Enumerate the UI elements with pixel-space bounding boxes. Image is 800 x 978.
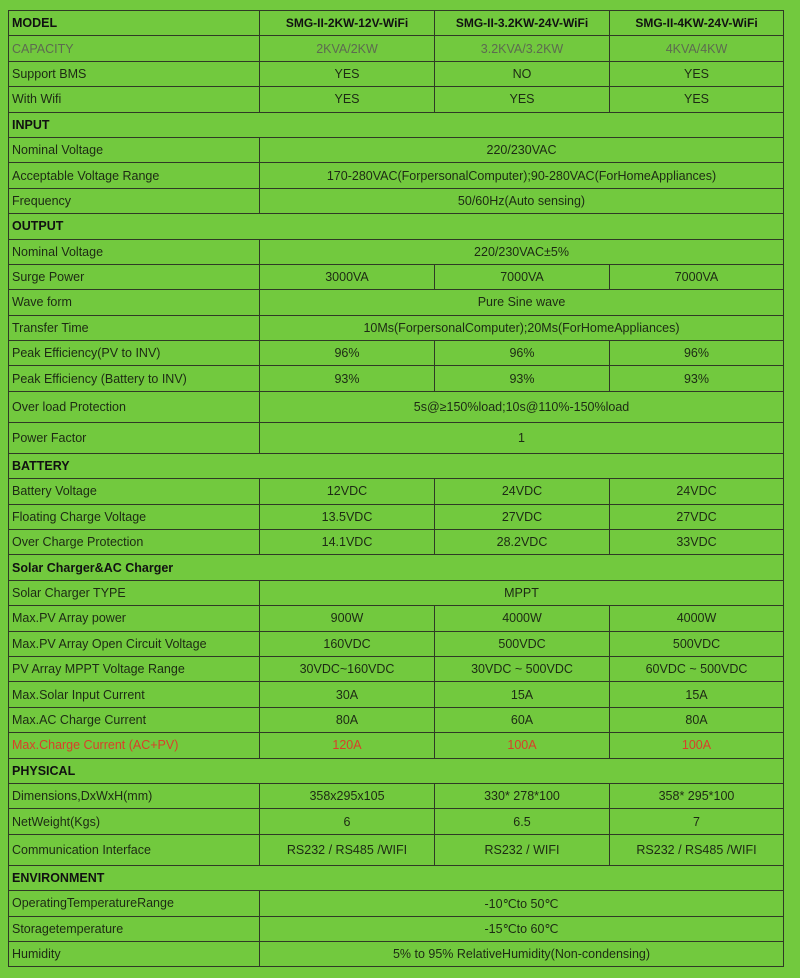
row-label: OperatingTemperatureRange: [9, 891, 260, 916]
table-row: [9, 341, 784, 366]
section-header: [9, 214, 784, 239]
cell-value: 30VDC~160VDC: [260, 656, 435, 681]
spec-table: [8, 10, 784, 967]
cell-value: 220/230VAC±5%: [260, 239, 784, 264]
section-title: Solar Charger&AC Charger: [9, 555, 784, 580]
table-row: [9, 315, 784, 340]
cell-value: 5% to 95% RelativeHumidity(Non-condensing): [260, 941, 784, 966]
cell-value: 13.5VDC: [260, 504, 435, 529]
cell-value: 60A: [435, 707, 610, 732]
cell-value: -15℃to 60℃: [260, 916, 784, 941]
row-label: Max.AC Charge Current: [9, 707, 260, 732]
model-3: SMG-II-4KW-24V-WiFi: [610, 11, 784, 36]
row-label: Power Factor: [9, 422, 260, 453]
row-label: Dimensions,DxWxH(mm): [9, 783, 260, 808]
row-label: Communication Interface: [9, 834, 260, 865]
row-label: Over Charge Protection: [9, 530, 260, 555]
cell-value: 4KVA/4KW: [610, 36, 784, 61]
table-row: [9, 783, 784, 808]
row-label: Floating Charge Voltage: [9, 504, 260, 529]
cell-value: 27VDC: [435, 504, 610, 529]
cell-value: 6.5: [435, 809, 610, 834]
cell-value: 60VDC ~ 500VDC: [610, 656, 784, 681]
cell-value: 500VDC: [610, 631, 784, 656]
cell-value: 2KVA/2KW: [260, 36, 435, 61]
table-row: [9, 809, 784, 834]
cell-value: 7000VA: [610, 264, 784, 289]
cell-value: 15A: [610, 682, 784, 707]
cell-value: 50/60Hz(Auto sensing): [260, 188, 784, 213]
row-label: Frequency: [9, 188, 260, 213]
row-label: Max.PV Array Open Circuit Voltage: [9, 631, 260, 656]
cell-value: 15A: [435, 682, 610, 707]
table-row: [9, 682, 784, 707]
cell-value: 900W: [260, 606, 435, 631]
table-row: [9, 239, 784, 264]
row-label: Transfer Time: [9, 315, 260, 340]
cell-value: 4000W: [435, 606, 610, 631]
model-1: SMG-II-2KW-12V-WiFi: [260, 11, 435, 36]
row-label: Wave form: [9, 290, 260, 315]
cell-value: YES: [610, 61, 784, 86]
cell-value: 24VDC: [435, 479, 610, 504]
cell-value: 93%: [610, 366, 784, 391]
table-row: [9, 61, 784, 86]
cell-value: 24VDC: [610, 479, 784, 504]
cell-value: 120A: [260, 733, 435, 758]
cell-value: 10Ms(ForpersonalComputer);20Ms(ForHomeAppliances): [260, 315, 784, 340]
row-label: Acceptable Voltage Range: [9, 163, 260, 188]
table-row: [9, 87, 784, 112]
cell-value: 12VDC: [260, 479, 435, 504]
cell-value: Pure Sine wave: [260, 290, 784, 315]
cell-value: 14.1VDC: [260, 530, 435, 555]
cell-value: 358x295x105: [260, 783, 435, 808]
cell-value: 93%: [260, 366, 435, 391]
cell-value: 93%: [435, 366, 610, 391]
cell-value: 6: [260, 809, 435, 834]
row-label: Solar Charger TYPE: [9, 580, 260, 605]
cell-value: MPPT: [260, 580, 784, 605]
section-title: PHYSICAL: [9, 758, 784, 783]
table-row: [9, 479, 784, 504]
table-row: [9, 504, 784, 529]
cell-value: NO: [435, 61, 610, 86]
row-label: Surge Power: [9, 264, 260, 289]
cell-value: -10℃to 50℃: [260, 891, 784, 916]
cell-value: 7: [610, 809, 784, 834]
cell-value: YES: [260, 61, 435, 86]
table-row: [9, 366, 784, 391]
cell-value: 80A: [610, 707, 784, 732]
table-row: [9, 11, 784, 36]
cell-value: 80A: [260, 707, 435, 732]
cell-value: 30VDC ~ 500VDC: [435, 656, 610, 681]
row-label: Over load Protection: [9, 391, 260, 422]
cell-value: 3.2KVA/3.2KW: [435, 36, 610, 61]
cell-value: 30A: [260, 682, 435, 707]
row-label: With Wifi: [9, 87, 260, 112]
row-label: NetWeight(Kgs): [9, 809, 260, 834]
row-label: Nominal Voltage: [9, 137, 260, 162]
row-label: Max.PV Array power: [9, 606, 260, 631]
table-row: [9, 163, 784, 188]
section-title: INPUT: [9, 112, 784, 137]
cell-value: 330* 278*100: [435, 783, 610, 808]
section-title: ENVIRONMENT: [9, 865, 784, 890]
cell-value: 96%: [435, 341, 610, 366]
section-header: [9, 758, 784, 783]
table-row: [9, 834, 784, 865]
section-header: [9, 112, 784, 137]
cell-value: RS232 / RS485 /WIFI: [260, 834, 435, 865]
cell-value: 96%: [260, 341, 435, 366]
table-row: [9, 422, 784, 453]
cell-value: 170-280VAC(ForpersonalComputer);90-280VAC(ForHomeAppliances): [260, 163, 784, 188]
cell-value: RS232 / WIFI: [435, 834, 610, 865]
cell-value: 100A: [610, 733, 784, 758]
table-row: [9, 916, 784, 941]
table-row: [9, 264, 784, 289]
cell-value: 1: [260, 422, 784, 453]
table-row: [9, 891, 784, 916]
row-label: CAPACITY: [9, 36, 260, 61]
cell-value: 500VDC: [435, 631, 610, 656]
cell-value: 220/230VAC: [260, 137, 784, 162]
table-row: [9, 656, 784, 681]
row-label: Max.Solar Input Current: [9, 682, 260, 707]
table-row: [9, 707, 784, 732]
table-row: [9, 530, 784, 555]
row-label: Battery Voltage: [9, 479, 260, 504]
section-header: [9, 453, 784, 478]
table-row: [9, 606, 784, 631]
table-row: [9, 733, 784, 758]
table-row: [9, 188, 784, 213]
row-label: Storagetemperature: [9, 916, 260, 941]
table-row: [9, 137, 784, 162]
row-label: PV Array MPPT Voltage Range: [9, 656, 260, 681]
cell-value: 33VDC: [610, 530, 784, 555]
table-row: [9, 290, 784, 315]
cell-value: YES: [610, 87, 784, 112]
cell-value: 28.2VDC: [435, 530, 610, 555]
cell-value: 27VDC: [610, 504, 784, 529]
section-header: [9, 865, 784, 890]
cell-value: 3000VA: [260, 264, 435, 289]
cell-value: RS232 / RS485 /WIFI: [610, 834, 784, 865]
table-row: [9, 391, 784, 422]
table-row: [9, 941, 784, 966]
cell-value: YES: [435, 87, 610, 112]
model-2: SMG-II-3.2KW-24V-WiFi: [435, 11, 610, 36]
cell-value: 5s@≥150%load;10s@110%-150%load: [260, 391, 784, 422]
row-label: Peak Efficiency(PV to INV): [9, 341, 260, 366]
section-title: OUTPUT: [9, 214, 784, 239]
table-row: [9, 580, 784, 605]
row-label: Peak Efficiency (Battery to INV): [9, 366, 260, 391]
row-label: Support BMS: [9, 61, 260, 86]
table-row: [9, 631, 784, 656]
cell-value: 4000W: [610, 606, 784, 631]
cell-value: 96%: [610, 341, 784, 366]
cell-value: 160VDC: [260, 631, 435, 656]
model-label: MODEL: [9, 11, 260, 36]
row-label: Nominal Voltage: [9, 239, 260, 264]
cell-value: 358* 295*100: [610, 783, 784, 808]
section-title: BATTERY: [9, 453, 784, 478]
cell-value: YES: [260, 87, 435, 112]
table-row: [9, 36, 784, 61]
row-label: Max.Charge Current (AC+PV): [9, 733, 260, 758]
cell-value: 7000VA: [435, 264, 610, 289]
row-label: Humidity: [9, 941, 260, 966]
section-header: [9, 555, 784, 580]
cell-value: 100A: [435, 733, 610, 758]
